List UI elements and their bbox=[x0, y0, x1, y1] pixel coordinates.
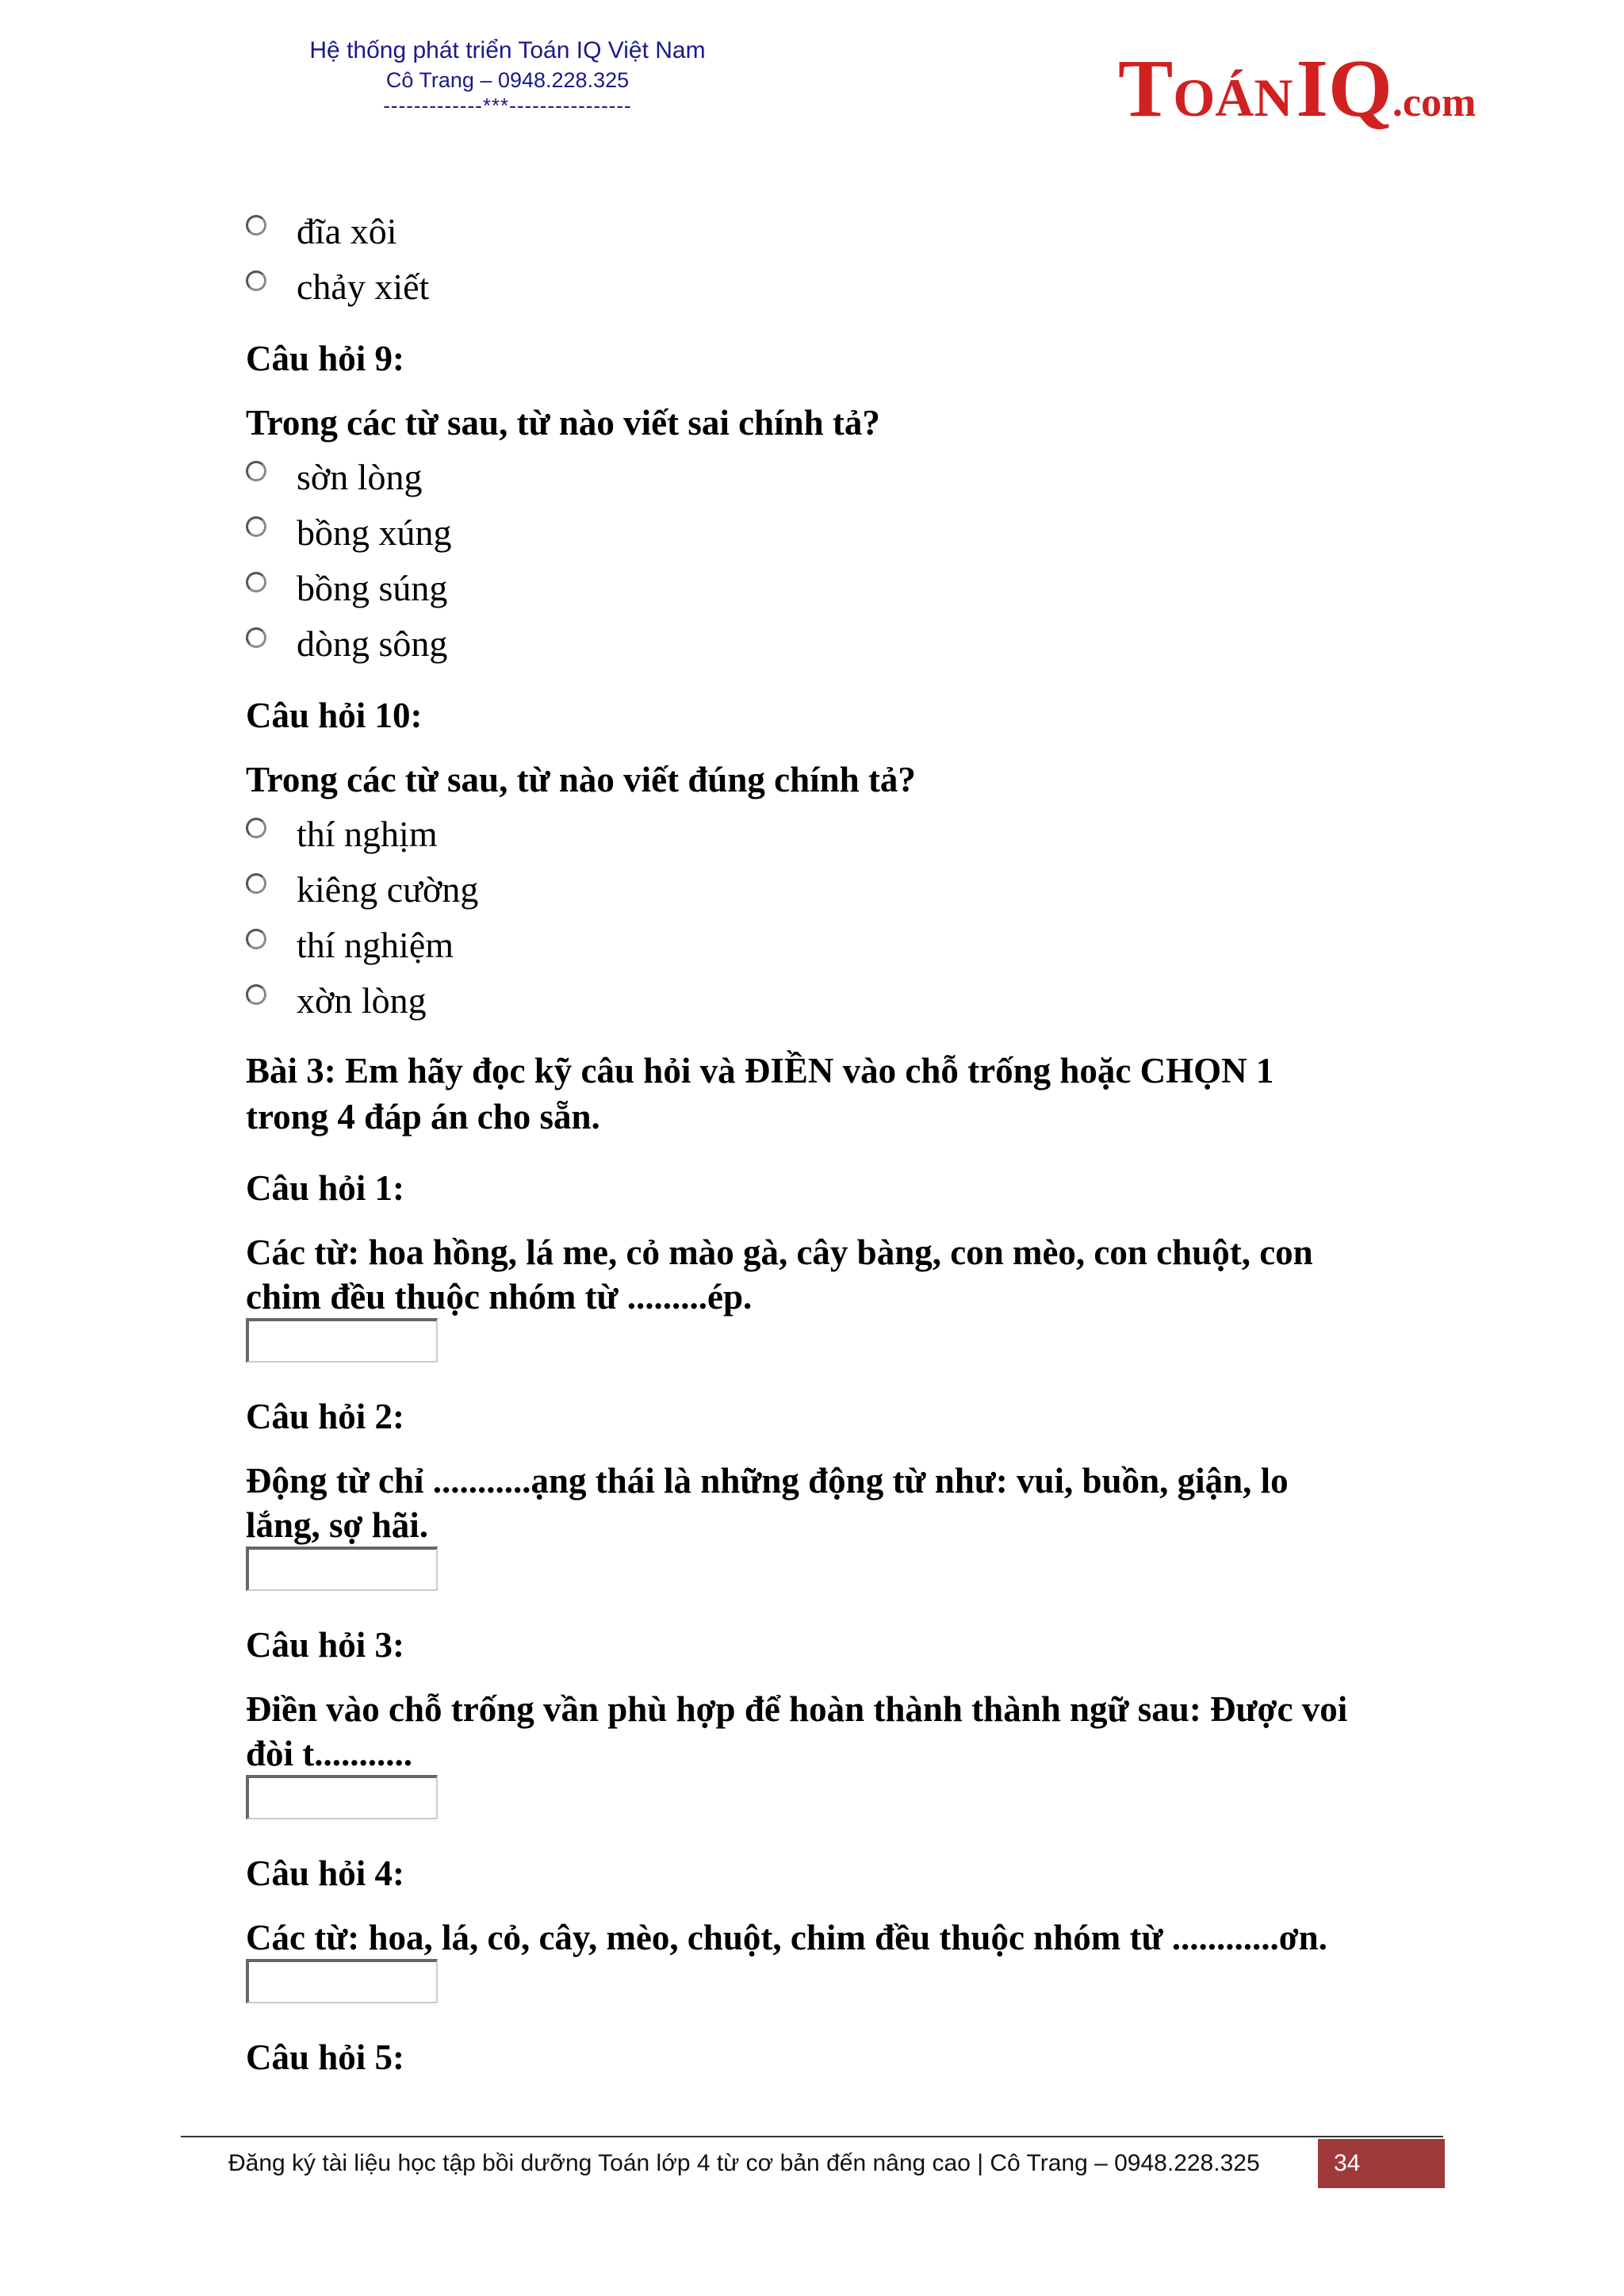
fill-question-2-line2: lắng, sợ hãi. bbox=[246, 1505, 428, 1545]
option-row[interactable] bbox=[246, 807, 438, 862]
header-contact: Cô Trang – 0948.228.325 bbox=[385, 68, 630, 92]
radio-button[interactable] bbox=[246, 215, 266, 236]
radio-button[interactable] bbox=[246, 270, 266, 291]
radio-button[interactable] bbox=[246, 627, 266, 648]
option-row[interactable] bbox=[246, 918, 454, 973]
header-org: Hệ thống phát triển Toán IQ Việt Nam bbox=[309, 37, 706, 63]
section-3-title-line1: Bài 3: Em hãy đọc kỹ câu hỏi và ĐIỀN vào chỗ trống hoặc CHỌN 1 bbox=[246, 1051, 1274, 1091]
radio-button[interactable] bbox=[246, 461, 266, 481]
answer-input-1[interactable] bbox=[246, 1318, 438, 1363]
question-9-title: Câu hỏi 9: bbox=[246, 339, 405, 378]
fill-question-1-line1: Các từ: hoa hồng, lá me, cỏ mào gà, cây bàng, con mèo, con chuột, con bbox=[246, 1232, 1313, 1272]
option-row[interactable] bbox=[246, 259, 429, 315]
option-row[interactable] bbox=[246, 862, 478, 918]
option-label: bồng súng bbox=[297, 568, 448, 608]
logo-t: T bbox=[1118, 43, 1174, 134]
option-label: dòng sông bbox=[297, 623, 448, 664]
answer-input-3[interactable] bbox=[246, 1775, 438, 1819]
question-9-text: Trong các từ sau, từ nào viết sai chính tả? bbox=[246, 403, 880, 443]
fill-question-2-title: Câu hỏi 2: bbox=[246, 1397, 405, 1436]
fill-question-1-line2: chim đều thuộc nhóm từ .........ép. bbox=[246, 1277, 753, 1317]
fill-question-1-title: Câu hỏi 1: bbox=[246, 1168, 405, 1208]
option-row[interactable] bbox=[246, 505, 452, 561]
question-10-text: Trong các từ sau, từ nào viết đúng chính tả? bbox=[246, 760, 916, 799]
radio-button[interactable] bbox=[246, 516, 266, 537]
logo-iq: IQ bbox=[1296, 43, 1392, 134]
option-row[interactable] bbox=[246, 973, 427, 1029]
fill-question-5-title: Câu hỏi 5: bbox=[246, 2037, 405, 2077]
radio-button[interactable] bbox=[246, 873, 266, 894]
option-row[interactable] bbox=[246, 616, 447, 672]
question-10-title: Câu hỏi 10: bbox=[246, 696, 423, 735]
fill-question-4-line1: Các từ: hoa, lá, cỏ, cây, mèo, chuột, chim đều thuộc nhóm từ ............ơn. bbox=[246, 1918, 1327, 1957]
radio-button[interactable] bbox=[246, 929, 266, 949]
option-label: kiêng cường bbox=[297, 869, 479, 910]
section-3-title-line2: trong 4 đáp án cho sẵn. bbox=[246, 1097, 600, 1137]
radio-button[interactable] bbox=[246, 572, 266, 592]
header-divider: -------------***---------------- bbox=[383, 94, 632, 117]
option-row[interactable] bbox=[246, 450, 423, 505]
answer-input-4[interactable] bbox=[246, 1959, 438, 2003]
fill-question-3-line1: Điền vào chỗ trống vần phù hợp để hoàn thành thành ngữ sau: Được voi bbox=[246, 1689, 1348, 1729]
radio-button[interactable] bbox=[246, 984, 266, 1005]
option-label: chảy xiết bbox=[297, 266, 430, 307]
fill-question-2-line1: Động từ chỉ ...........ạng thái là những động từ như: vui, buồn, giận, lo bbox=[246, 1461, 1289, 1501]
option-label: bồng xúng bbox=[297, 512, 452, 553]
fill-question-3-line2: đòi t........... bbox=[246, 1734, 413, 1773]
option-row[interactable] bbox=[246, 204, 396, 259]
option-label: đĩa xôi bbox=[297, 211, 397, 251]
answer-input-2[interactable] bbox=[246, 1547, 438, 1591]
footer-text: Đăng ký tài liệu học tập bồi dưỡng Toán lớp 4 từ cơ bản đến nâng cao | Cô Trang – 0948.228.325 bbox=[228, 2150, 1260, 2176]
fill-question-3-title: Câu hỏi 3: bbox=[246, 1625, 405, 1665]
fill-question-4-title: Câu hỏi 4: bbox=[246, 1853, 405, 1893]
option-label: thí nghiệm bbox=[297, 925, 454, 965]
header-info bbox=[301, 35, 714, 117]
logo-com: .com bbox=[1392, 80, 1477, 125]
radio-button[interactable] bbox=[246, 818, 266, 838]
option-label: thí nghịm bbox=[297, 814, 438, 854]
footer-divider bbox=[181, 2136, 1443, 2137]
page-number: 34 bbox=[1318, 2139, 1445, 2188]
brand-logo bbox=[1118, 41, 1476, 136]
logo-oan: OÁN bbox=[1173, 67, 1293, 128]
option-label: xờn lòng bbox=[297, 980, 427, 1021]
option-label: sờn lòng bbox=[297, 457, 423, 497]
option-row[interactable] bbox=[246, 561, 447, 616]
